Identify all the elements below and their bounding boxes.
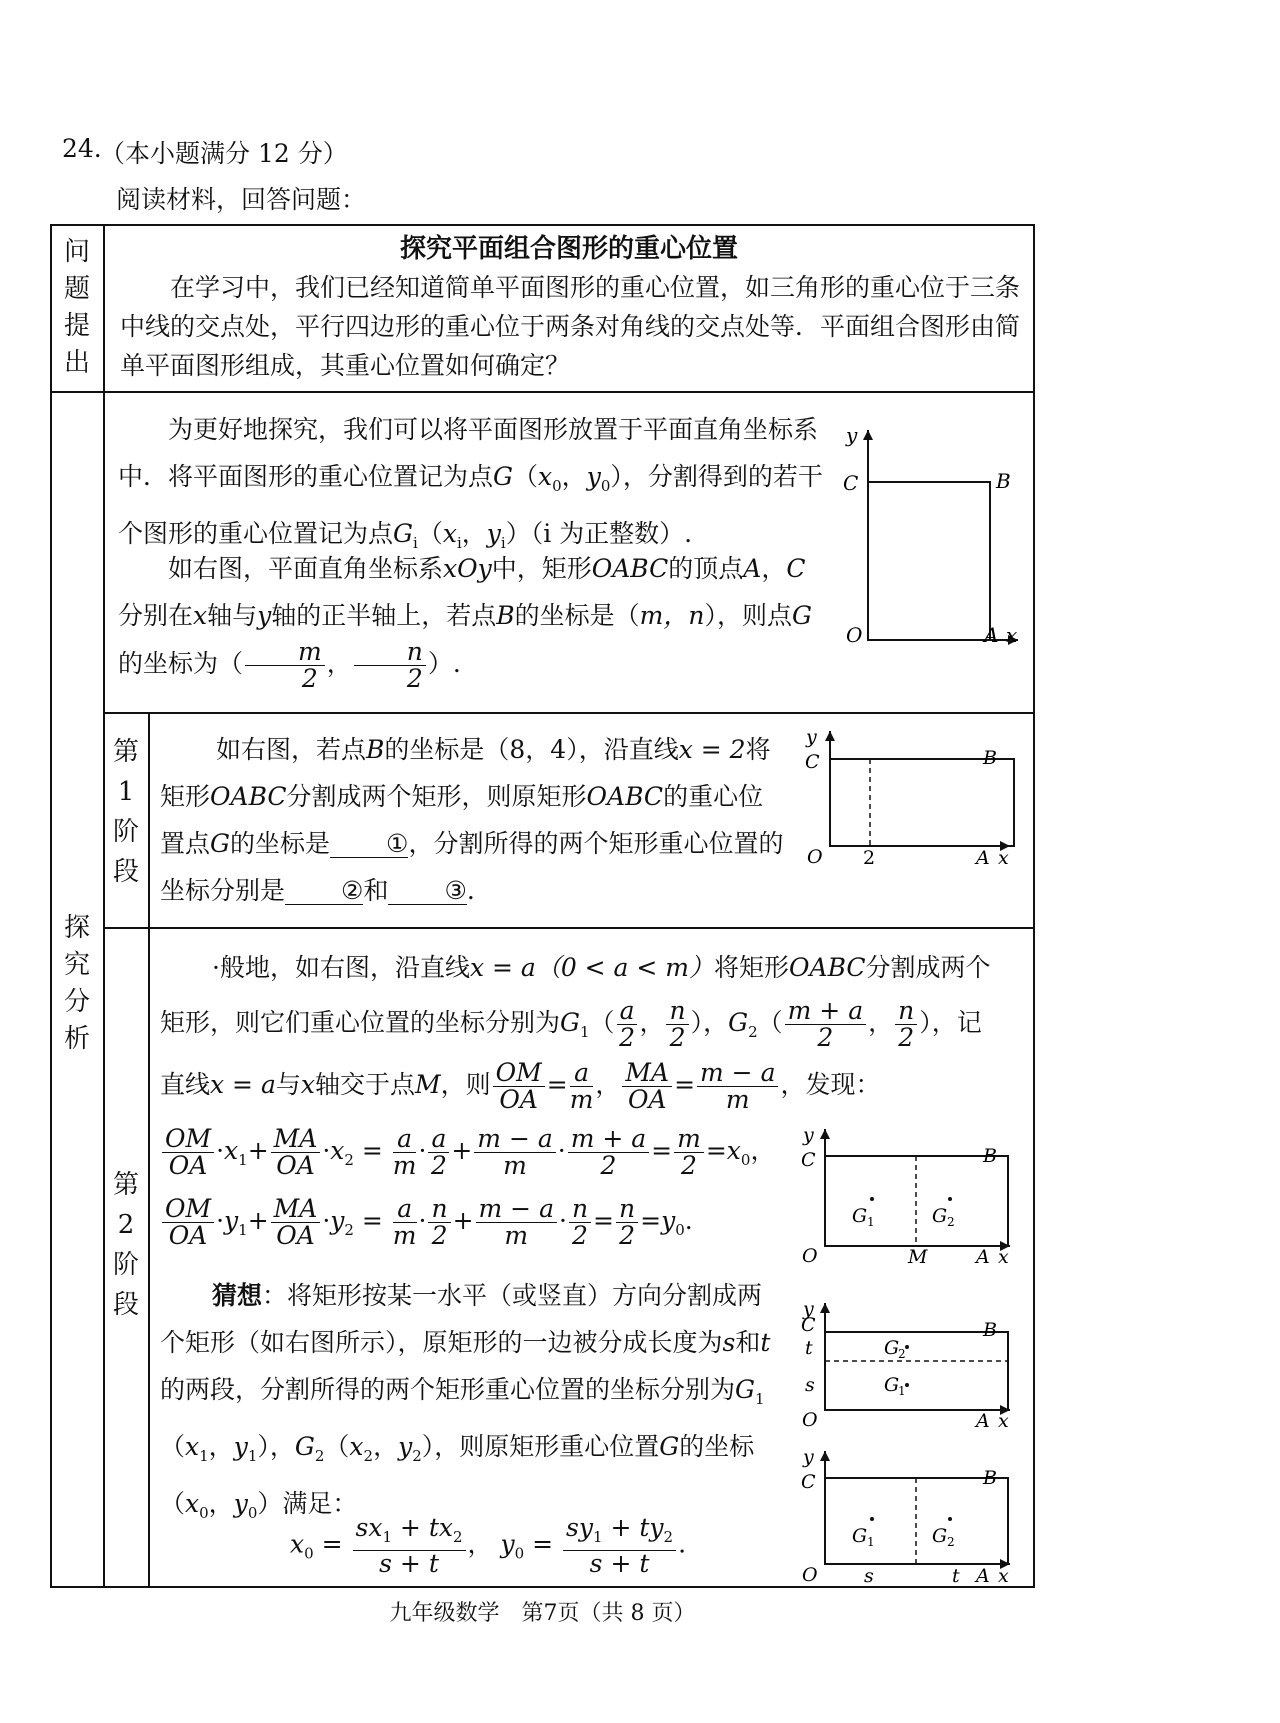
fig2-g1-sub: 1 [867,1215,875,1229]
fig0-a-label: A [984,623,999,647]
stage-column-divider [148,712,150,1588]
stage1-text: 如右图，若点B的坐标是（8，4），沿直线x = 2将矩形OABC分割成两个矩形，则原矩形OABC的重心位置点G的坐标是 ①，分割所得的两个矩形重心位置的坐标分别是 ②和 ③. [160,735,784,905]
stage2-line-3: 直线x = a与x轴交于点M，则 $\frac{OM}{OA}$ = $\frac{a}{m}$ ， $\frac{MA}{OA}$ = $\frac{m - a}{m}$ ，发现： [160,1058,881,1114]
fig2-y-label: y [803,1124,814,1146]
side-label-analysis: 探究分析 [63,913,90,1054]
fig3-x-label: x [998,1410,1009,1432]
fig3-b-label: B [983,1319,997,1341]
figure-stage2-vertical-split-st [800,1446,1025,1586]
fig0-o-label: O [846,623,863,647]
fig4-g2-sub: 2 [947,1535,955,1549]
fig2-b-label: B [983,1145,997,1167]
fig1-c-label: C [805,751,820,773]
fig4-g1-sub: 1 [867,1535,875,1549]
fig1-b-label: B [983,747,997,769]
fig4-o-label: O [802,1564,818,1586]
figure-stage1 [800,726,1025,866]
fig4-a-label: A [976,1565,990,1586]
fig3-c-label: C [801,1314,816,1336]
fig1-x-label: x [998,847,1009,866]
fig2-a-label: A [976,1246,990,1268]
problem-title: 探究平面组合图形的重心位置 [399,234,738,264]
fig4-y-label: y [803,1446,814,1468]
fig1-o-label: O [807,846,823,866]
stage2-conjecture: 猜想：将矩形按某一水平（或竖直）方向分割成两个矩形（如右图所示），原矩形的一边被分成长度为s和t的两段，分割所得的两个矩形重心位置的坐标分别为$G_1(x_1$，$y_1$），$G_2(x_2$，$y_2$），则原矩形重心位置G的坐标（$x_0$，$y_0$）满足： [160,1281,771,1522]
stage2-derivation-x: $\frac{OM}{OA}$ $\cdot x_1+$ $\frac{MA}{OA}$ $\cdot x_2$ = $\frac{a}{m}$ · $\frac{a}{2}$ + $\frac{m - a}{m}$ · $\frac{m + a}{2}$ = $\frac{m}{2}$ $=x_0$， [160,1126,775,1184]
side-label-stage1: 第1阶段 [112,737,139,887]
fig0-y-label: y [846,423,858,447]
answer-blank-2[interactable]: ② [285,878,363,905]
fig0-c-label: C [843,471,859,495]
row-divider-problem [50,391,1035,393]
stage2-line-2: 矩形，则它们重心位置的坐标分别为$G_1$（ $\frac{a}{2}$ ， $\frac{n}{2}$ ），$G_2$（ $\frac{m + a}{2}$ ， $\frac{n}{2}$ ），记 [160,996,982,1052]
side-label-problem: 问题提出 [63,237,90,378]
figure-stage2-horizontal-split [800,1298,1025,1438]
fig1-tick-2: 2 [863,847,876,866]
final-formula: $x_0$ = $\frac{sx_1 + tx_2}{s + t}$ ， $y_0$ = $\frac{sy_1 + ty_2}{s + t}$ . [290,1513,687,1578]
fig4-b-label: B [983,1467,997,1489]
fig2-o-label: O [802,1245,818,1267]
fig2-m-label: M [908,1246,928,1268]
fig3-t-label: t [805,1337,813,1359]
fig3-g2-sub: 2 [898,1347,906,1361]
fig4-c-label: C [801,1471,816,1493]
fig0-x-label: x [1006,623,1018,647]
fig4-x-label: x [998,1565,1009,1586]
figure-stage2-vertical-split [800,1124,1025,1269]
row-divider-stage2 [103,927,1035,929]
side-column-divider [103,224,105,1588]
score-note: （本小题满分 12 分） [100,139,348,168]
fig3-a-label: A [976,1410,990,1432]
stage2-line-1: ·般地，如右图，沿直线x = a（0 < a < m）将矩形OABC分割成两个 [212,953,991,982]
fig4-s-label: s [864,1565,874,1586]
instruction: 阅读材料，回答问题： [116,185,367,214]
answer-blank-3[interactable]: ③ [388,878,466,905]
fig3-y-label: y [803,1298,814,1320]
fig2-g2-label: G [932,1205,948,1227]
stage2-derivation-y: $\frac{OM}{OA}$ $\cdot y_1+$ $\frac{MA}{OA}$ $\cdot y_2$ = $\frac{a}{m}$ · $\frac{n}{2}$ + $\frac{m - a}{m}$ · $\frac{n}{2}$ = $\frac{n}{2}$ $=y_0$. [160,1196,693,1254]
intro-paragraph-1: 为更好地探究，我们可以将平面图形放置于平面直角坐标系中．将平面图形的重心位置记为点$G(x_0$，$y_0$），分割得到的若干个图形的重心位置记为点$G_i(x_i$，$y_i)(i$ 为正整数）. [118,415,823,552]
row-divider-stage1 [103,712,1035,714]
problem-paragraph: 在学习中，我们已经知道简单平面图形的重心位置，如三角形的重心位于三条中线的交点处，平行四边形的重心位于两条对角线的交点处等．平面组合图形由简单平面图形组成，其重心位置如何确定？ [120,273,1021,380]
fig1-a-label: A [976,847,990,866]
fig0-b-label: B [996,469,1011,493]
fig3-o-label: O [802,1409,818,1431]
fig1-y-label: y [806,726,817,748]
fig3-g1-sub: 1 [898,1384,906,1398]
fig2-g2-sub: 2 [947,1215,955,1229]
fig4-g1-label: G [852,1525,868,1547]
fig2-c-label: C [801,1149,816,1171]
fig2-x-label: x [998,1246,1009,1268]
side-label-stage2: 第2阶段 [112,1170,139,1320]
figure-rectangle-oabc [838,420,1028,660]
fig3-g2-label: G [884,1337,900,1359]
fig3-s-label: s [805,1374,815,1396]
intro-paragraph-2: 如右图，平面直角坐标系xOy中，矩形OABC的顶点A，C分别在x轴与y轴的正半轴上，若点B的坐标是（m，n），则点G的坐标为（ $\frac{m}{2}$ ， $\frac{n}{2}$ ）. [118,554,812,693]
fig2-g1-label: G [852,1205,868,1227]
page-footer: 九年级数学 第7页（共 8 页） [389,1601,696,1626]
fig4-t-label: t [952,1565,960,1586]
fig4-g2-label: G [932,1525,948,1547]
fig3-g1-label: G [884,1374,900,1396]
question-number: 24. [62,134,102,163]
answer-blank-1[interactable]: ① [330,831,408,858]
